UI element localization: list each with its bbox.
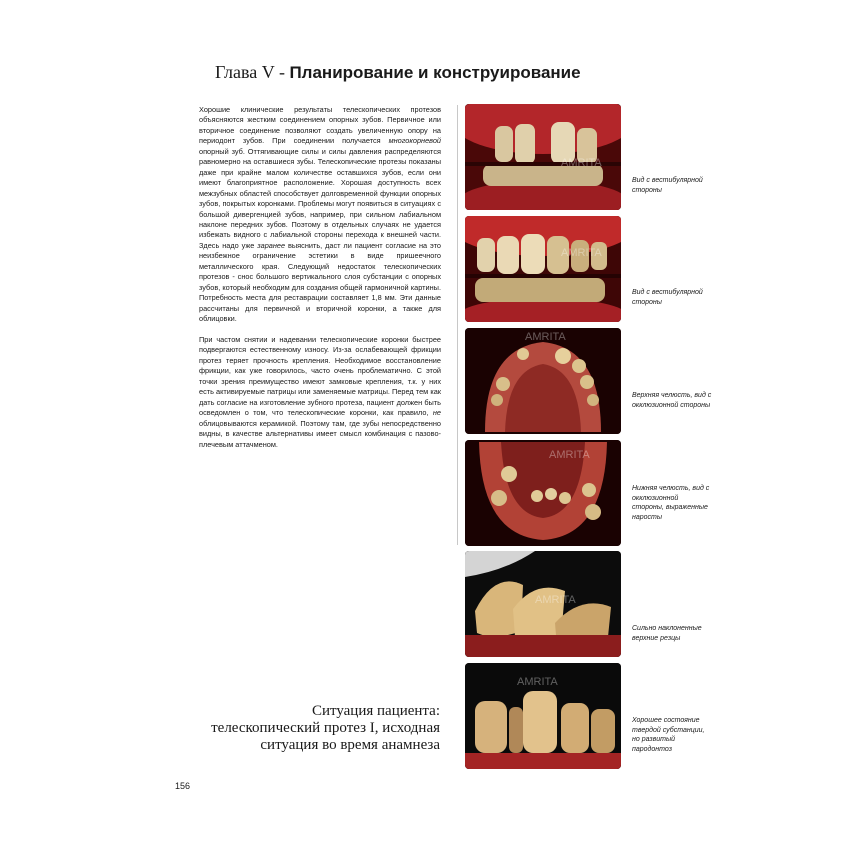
- watermark-text: AMRITA: [517, 676, 558, 688]
- body-paragraph-2: При частом снятии и надевании телескопические коронки быстрее подвергаются естественному износу. Из-за ослабевающей фрикции протез теряет прочность крепления. Необходимое восстановление фрикции, как уже говорилось, часто очень проблематично. С этой точки зрения преимущество имеют замковые крепления, т.к. у них есть активируемые патрицы или заменяемые матрицы. Перед тем как дать согласие на изготовление зубного протеза, пациент должен быть осведомлен о том, что телескопические коронки, как правило, не облицовываются керамикой. Поэтому там, где зубы непосредственно видны, в качестве альтернативы имеет смысл комбинация с пазово-плечевым аттачменом.: [199, 335, 441, 449]
- chapter-label: Глава V -: [215, 62, 290, 82]
- photo-caption-2: Вид с вестибулярной стороны: [632, 289, 703, 306]
- situation-line-2: телескопический протез I, исходная: [211, 720, 440, 736]
- watermark-text: AMRITA: [561, 157, 602, 169]
- body-paragraph-1: Хорошие клинические результаты телескопических протезов объясняются жестким соединением опорных зубов. Первичное или вторичное соединение позволяют создать увеличенную опору на периодонт зубов. При соединении получается многокорневой опорный зуб. Оттягивающие силы и силы давления распределяются равномерно на оставшиеся зубы. Телескопические протезы показаны даже при крайне малом количестве оставшихся зубов, если они имеют благоприятное расположение. Хорошая доступность всех межзубных областей способствует долговременной функции опорных зубов, покрытых коронками. Проблемы могут появиться в ситуациях с большой дивергенцией зубов, например, при сильном лабиальном наклоне передних зубов. Поэтому в отдельных случаях не удается избежать видного с лабиальной стороны перехода к внешней части. Здесь надо уже заранее выяснить, даст ли пациент согласие на это неизбежное ограничение эстетики в виде пришеечного металлического края. Следующий недостаток телескопических протезов - снос большого вертикального слоя субстанции с опорных зубов, который необходим для создания общей гармоничной картины. Потребность места для реставрации составляет 1,8 мм. Эти данные рассчитаны для первичной и вторичной коронки, а также для облицовки.: [199, 105, 442, 324]
- column-divider: [457, 105, 458, 545]
- situation-line-1: Ситуация пациента:: [311, 703, 440, 719]
- photo-caption-4: Нижняя челюсть, вид с окклюзионной стороны, выраженные наросты: [632, 485, 710, 521]
- watermark-text: AMRITA: [561, 247, 602, 259]
- chapter-header: [215, 62, 581, 83]
- photo-periodontosis: [465, 663, 621, 769]
- photo-caption-5: Сильно наклоненные верхние резцы: [632, 625, 702, 642]
- body-text: [199, 105, 441, 450]
- watermark-text: AMRITA: [549, 449, 590, 461]
- emphasis-text: многокорневой: [388, 136, 441, 146]
- page-number: 156: [175, 781, 191, 791]
- photo-upper-jaw: [465, 328, 621, 434]
- photo-caption-3: Верхняя челюсть, вид с окклюзионной стороны: [632, 392, 712, 409]
- situation-line-3: ситуация во время анамнеза: [260, 737, 440, 753]
- photo-vestibular-2: [465, 216, 621, 322]
- emphasis-text: не: [432, 408, 441, 418]
- emphasis-text: заранее: [257, 240, 286, 250]
- chapter-title: Планирование и конструирование: [289, 63, 581, 82]
- situation-heading: [211, 703, 440, 754]
- photo-vestibular-1: [465, 104, 621, 210]
- photo-lower-jaw: [465, 440, 621, 546]
- photo-inclined-incisors: [465, 551, 621, 657]
- photo-caption-1: Вид с вестибулярной стороны: [632, 177, 703, 194]
- photo-caption-6: Хорошее состояние твердой субстанции, но развитый пародонтоз: [632, 717, 705, 753]
- watermark-text: AMRITA: [535, 594, 576, 606]
- watermark-text: AMRITA: [525, 331, 566, 343]
